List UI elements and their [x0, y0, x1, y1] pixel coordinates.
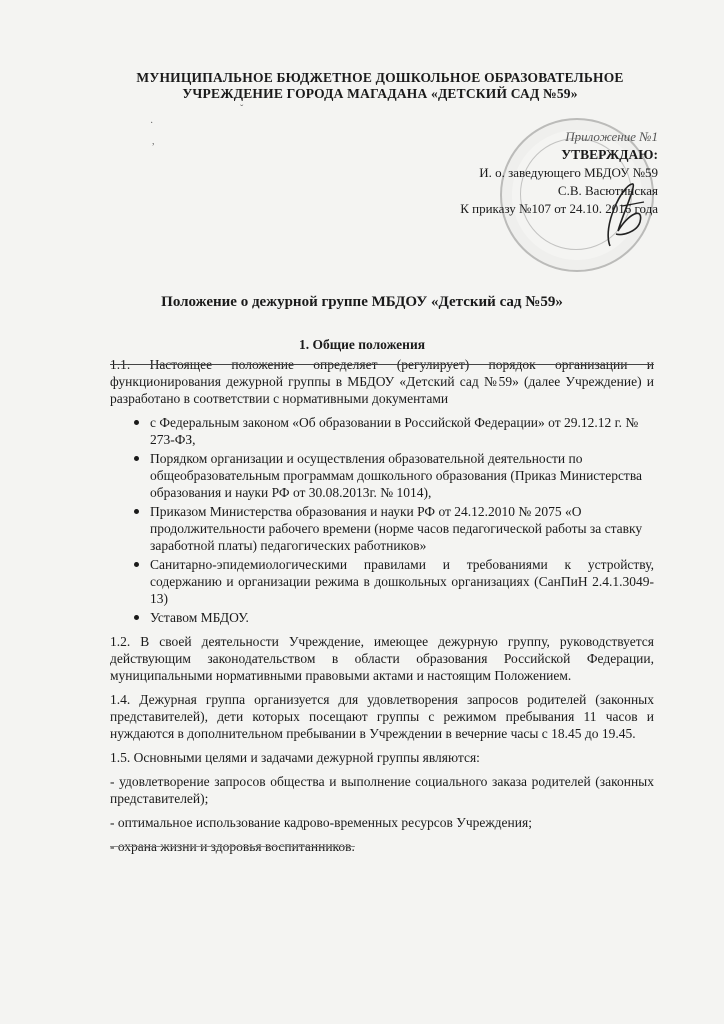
header-line-1: МУНИЦИПАЛЬНОЕ БЮДЖЕТНОЕ ДОШКОЛЬНОЕ ОБРАЗОВАТЕЛЬНОЕ: [136, 70, 624, 85]
scan-speck: ·: [150, 118, 154, 129]
paragraph-1-2: 1.2. В своей деятельности Учреждение, имеющее дежурную группу, руководствуется действующим законодательством в области образования Российской Федерации, муниципальными нормативными правовыми актами и настоящим Положением.: [110, 634, 654, 683]
normative-documents-list: [110, 414, 654, 626]
section-title: 1. Общие положения: [298, 337, 426, 352]
document-title: Положение о дежурной группе МБДОУ «Детский сад №59»: [161, 294, 563, 310]
scan-speck: ,: [152, 136, 155, 147]
approver-name: С.В. Васютинская: [557, 183, 658, 198]
list-item: Уставом МБДОУ.: [150, 609, 654, 626]
approve-label: УТВЕРЖДАЮ:: [561, 147, 658, 162]
order-reference: К приказу №107 от 24.10. 2016 года: [460, 201, 658, 216]
paragraph-1-1: [110, 356, 654, 407]
paragraph-1-1-text: функционирования дежурной группы в МБДОУ «Детский сад №59» (далее Учреждение) и разработано в соответствии с нормативными документами: [110, 374, 654, 406]
paragraph-1-4: 1.4. Дежурная группа организуется для удовлетворения запросов родителей (законных представителей), дети которых посещают группы с режимом пребывания 11 часов и нуждаются в дополнительном пребывании в Учреждении в вечерние часы с 18.45 до 19.45.: [110, 692, 654, 741]
header-line-2: УЧРЕЖДЕНИЕ ГОРОДА МАГАДАНА «ДЕТСКИЙ САД №59»: [182, 86, 578, 101]
list-item: Порядком организации и осуществления образовательной деятельности по общеобразовательным программам дошкольного образования (Приказ Министерства образования и науки РФ от 30.08.2013г. № 1014),: [150, 450, 654, 501]
goal-item: - оптимальное использование кадрово-временных ресурсов Учреждения;: [110, 815, 532, 830]
approver-position: И. о. заведующего МБДОУ №59: [479, 165, 658, 180]
goal-item: - удовлетворение запросов общества и выполнение социального заказа родителей (законных представителей);: [110, 774, 654, 806]
appendix-label: Приложение №1: [565, 129, 658, 144]
paragraph-1-1-struck-line: 1.1. Настоящее положение определяет (регулирует) порядок организации и: [110, 357, 654, 372]
document-body: [110, 356, 654, 862]
scan-speck: ˇ: [240, 104, 244, 115]
list-item: с Федеральным законом «Об образовании в Российской Федерации» от 29.12.12 г. № 273-ФЗ,: [150, 414, 654, 448]
paragraph-1-5: 1.5. Основными целями и задачами дежурной группы являются:: [110, 750, 480, 765]
list-item: Приказом Министерства образования и науки РФ от 24.12.2010 № 2075 «О продолжительности рабочего времени (норме часов педагогической работы за ставку заработной платы) педагогических работников»: [150, 503, 654, 554]
list-item: Санитарно-эпидемиологическими правилами и требованиями к устройству, содержанию и организации режима в дошкольных организациях (СанПиН 2.4.1.3049-13): [150, 557, 654, 606]
approval-block: [460, 128, 658, 218]
organization-header: [100, 70, 660, 102]
goal-item: - охрана жизни и здоровья воспитанников.: [110, 839, 355, 854]
